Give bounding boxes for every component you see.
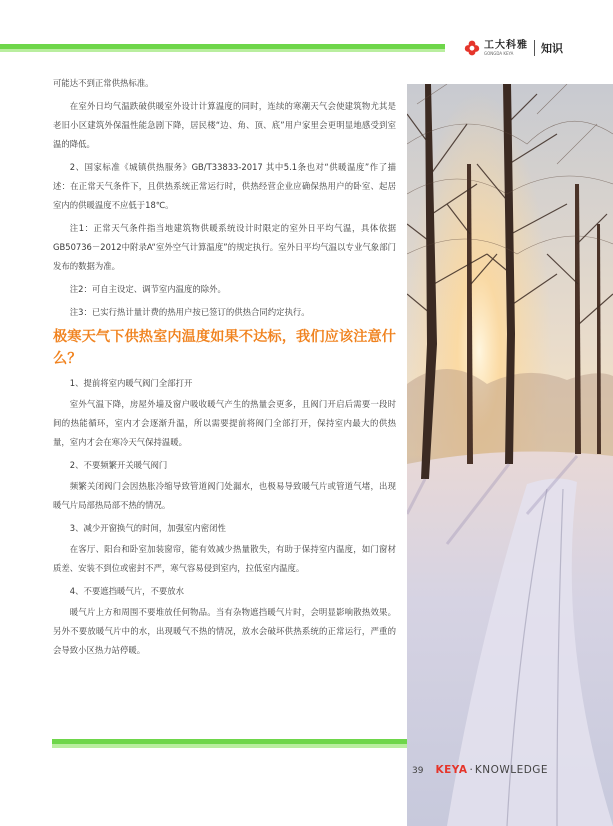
- page-footer: [412, 764, 548, 776]
- step-body: 室外气温下降，房屋外墙及窗户吸收暖气产生的热量会更多，且阀门开启后需要一段时间的热能循环，室内才会逐渐升温，所以需要提前将阀门全部打开，保持室内最大的供热量，室内才会在寒冷天气保持温暖。: [53, 399, 396, 447]
- paragraph: 可能达不到正常供热标准。: [53, 78, 154, 88]
- note: 注1：正常天气条件指当地建筑物供暖系统设计时限定的室外日平均气温，具体依据GB50736－2012中附录A“室外空气计算温度”的规定执行。室外日平均气温以专业气象部门发布的数据为准。: [53, 223, 396, 271]
- page-number: 39: [412, 766, 424, 776]
- paragraph: 2、国家标准《城镇供热服务》GB/T33833-2017 其中5.1条也对“供暖温度”作了描述：在正常天气条件下，且供热系统正常运行时，供热经营企业应确保热用户的卧室、起居室内的供暖温度不应低于18℃。: [53, 162, 396, 210]
- step-body: 在客厅、阳台和卧室加装窗帘，能有效减少热量散失，有助于保持室内温度，如门窗材质差、安装不到位或密封不严，寒气容易侵到室内，拉低室内温度。: [53, 544, 396, 573]
- brand-en: GONGDA KEYA: [484, 50, 514, 56]
- note: 注2：可自主设定、调节室内温度的除外。: [69, 284, 226, 294]
- snowy-forest-photo: [407, 84, 613, 826]
- header-brand: [464, 38, 563, 58]
- bottom-accent-bar: [52, 739, 407, 748]
- footer-brand: KEYA: [435, 764, 468, 776]
- step-body: 暖气片上方和周围不要堆放任何物品。当有杂物遮挡暖气片时，会明显影响散热效果。另外不要放暖气片中的水，出现暖气不热的情况，放水会破坏供热系统的正常运行，严重的会导致小区热力站停暖。: [53, 607, 396, 655]
- article-body: [53, 74, 396, 664]
- footer-word: KNOWLEDGE: [474, 764, 549, 776]
- section-label: 知识: [541, 42, 563, 55]
- step-title: 4、不要遮挡暖气片，不要放水: [69, 586, 184, 596]
- footer-dot: ·: [469, 764, 473, 776]
- step-body: 频繁关闭阀门会因热胀冷缩导致管道阀门处漏水，也极易导致暖气片或管道气堵，出现暖气片局部热局部不热的情况。: [53, 481, 396, 510]
- step-title: 2、不要频繁开关暖气阀门: [69, 460, 168, 470]
- top-accent-bar: [0, 44, 445, 52]
- note: 注3：已实行热计量计费的热用户按已签订的供热合同约定执行。: [69, 307, 310, 317]
- step-title: 1、提前将室内暖气阀门全部打开: [69, 378, 193, 388]
- brand-wordmark: [484, 41, 528, 56]
- paragraph: 在室外日均气温跌破供暖室外设计计算温度的同时，连续的寒潮天气会使建筑物尤其是老旧小区建筑外保温性能急剧下降，居民楼“边、角、顶、底”用户家里会更明显地感受到室温的降低。: [53, 101, 396, 149]
- keya-logo-icon: [464, 40, 480, 56]
- brand-cn: 工大科雅: [484, 39, 528, 51]
- section-heading: 极寒天气下供热室内温度如果不达标，我们应该注意什么？: [53, 329, 396, 367]
- header-divider: [534, 40, 535, 56]
- step-title: 3、减少开窗换气的时间，加强室内密闭性: [69, 523, 226, 533]
